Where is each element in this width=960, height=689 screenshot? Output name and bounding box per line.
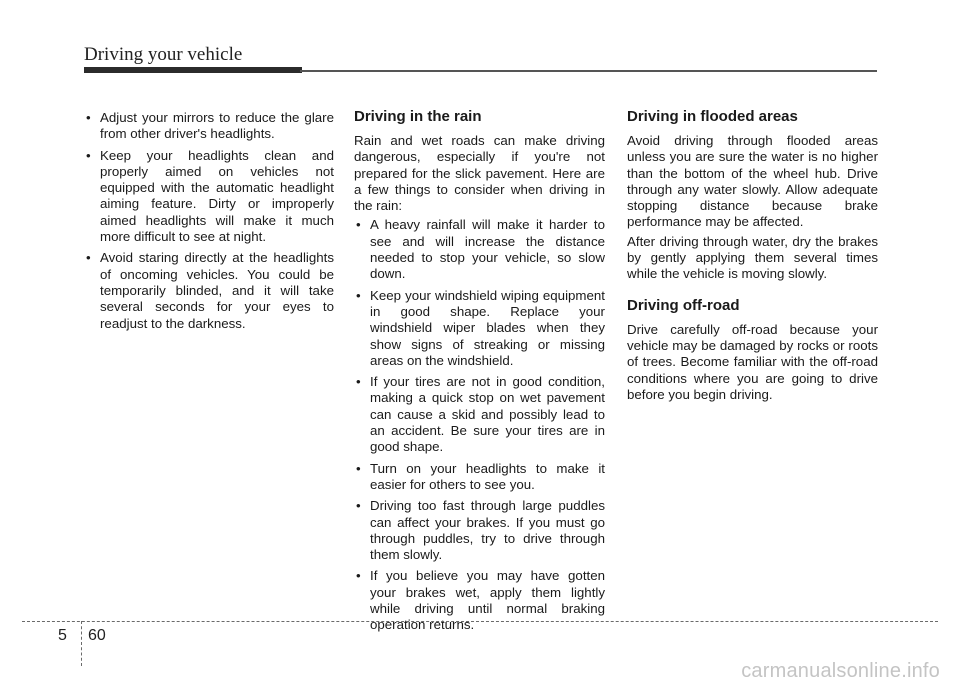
flooded-paragraph: After driving through water, dry the brakes by gently applying them several times while the vehicle is moving slowly. (627, 233, 878, 282)
flooded-paragraph: Avoid driving through flooded areas unless you are sure the water is no higher than the bottom of the wheel hub. Drive through any water slowly. Allow adequate stopping distance because brake performance may be affected. (627, 133, 878, 230)
bullet-glyph: • (356, 217, 361, 233)
offroad-heading: Driving off-road (627, 296, 740, 314)
list-item: • Avoid staring directly at the headlights of oncoming vehicles. You could be temporarily blinded, and it will take several seconds for your eyes to readjust to the darkness. (86, 250, 334, 331)
list-item: • If you believe you may have gotten your brakes wet, apply them lightly while driving until normal braking operation returns. (356, 568, 605, 633)
bullet-glyph: • (86, 147, 91, 163)
rain-heading: Driving in the rain (354, 108, 482, 125)
bullet-glyph: • (86, 250, 91, 266)
night-driving-list (84, 110, 334, 332)
bullet-glyph: • (356, 374, 361, 390)
list-item: • A heavy rainfall will make it harder to see and will increase the distance needed to stop your vehicle, so slow down. (356, 217, 605, 282)
offroad-paragraph: Drive carefully off-road because your vehicle may be damaged by rocks or roots of trees. Become familiar with the off-road conditions where you are going to drive before you begin driving. (627, 321, 878, 402)
page-header-title: Driving your vehicle (84, 44, 243, 65)
bullet-glyph: • (356, 460, 361, 476)
footer-divider (81, 621, 82, 666)
rain-list (354, 217, 605, 633)
list-item: • If your tires are not in good condition, making a quick stop on wet pavement can cause a skid and possibly lead to an accident. Be sure your tires are in good shape. (356, 374, 605, 455)
header-rule-thin (300, 70, 877, 72)
bullet-glyph: • (356, 287, 361, 303)
list-item: • Keep your headlights clean and properly aimed on vehicles not equipped with the automatic headlight aiming feature. Dirty or improperly aimed headlights will make it much more difficult to see at night. (86, 147, 334, 245)
list-item: • Turn on your headlights to make it easier for others to see you. (356, 460, 605, 492)
footer-rule (22, 621, 938, 622)
flooded-heading: Driving in flooded areas (627, 108, 798, 125)
bullet-glyph: • (86, 110, 91, 125)
bullet-glyph: • (356, 568, 361, 584)
chapter-number: 5 (58, 627, 67, 644)
watermark-text: carmanualsonline.info (741, 660, 940, 682)
column-right (627, 108, 878, 406)
list-item: • Driving too fast through large puddles can affect your brakes. If you must go through puddles, try to drive through them slowly. (356, 498, 605, 563)
column-left (84, 110, 334, 337)
page-number: 60 (88, 627, 106, 644)
list-item: • Keep your windshield wiping equipment in good shape. Replace your windshield wiper blades when they show signs of streaking or missing areas on the windshield. (356, 287, 605, 368)
column-middle (354, 108, 605, 639)
rain-intro: Rain and wet roads can make driving dangerous, especially if you're not prepared for the slick pavement. Here are a few things to consider when driving in the rain: (354, 133, 605, 214)
header-rule-thick (84, 67, 302, 73)
list-item: • Adjust your mirrors to reduce the glare from other driver's headlights. (86, 110, 334, 142)
bullet-glyph: • (356, 498, 361, 514)
